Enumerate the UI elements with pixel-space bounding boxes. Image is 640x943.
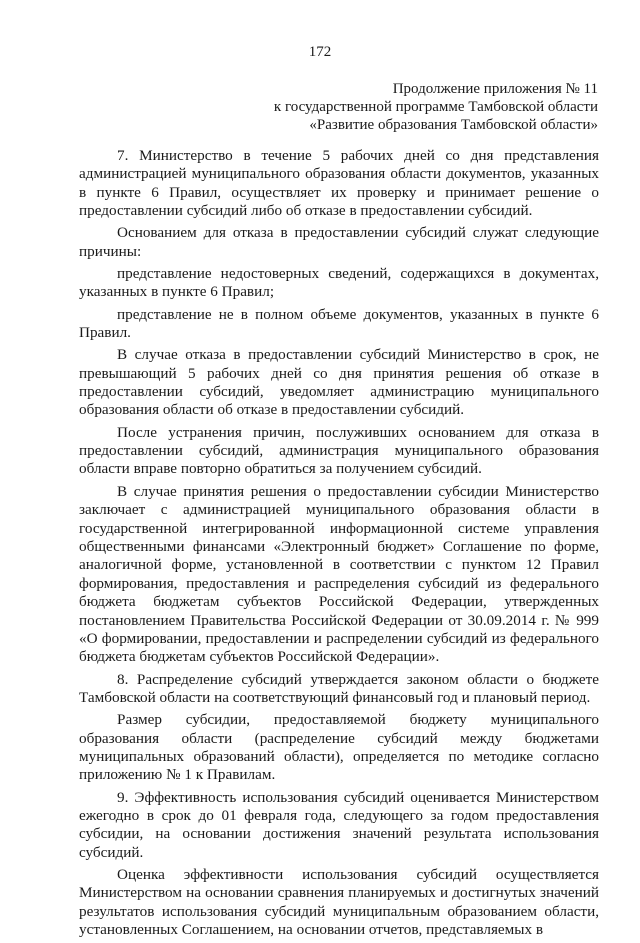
- paragraph-refusal-notice: В случае отказа в предоставлении субсидий Министерство в срок, не превышающий 5 рабочих дней со дня принятия решения об отказе в предоставлении субсидий, уведомляет администрацию муниципального образования области об отказе в предоставлении субсидий.: [79, 346, 599, 419]
- paragraph-refusal-grounds: Основанием для отказа в предоставлении субсидий служат следующие причины:: [79, 224, 599, 260]
- document-body: [79, 147, 599, 943]
- paragraph-7: 7. Министерство в течение 5 рабочих дней со дня представления администрацией муниципального образования области документов, указанных в пункте 6 Правил, осуществляет их проверку и принимает решение о предоставлении субсидий либо об отказе в предоставлении субсидий.: [79, 147, 599, 220]
- paragraph-reapply: После устранения причин, послуживших основанием для отказа в предоставлении субсидий, администрация муниципального образования области вправе повторно обратиться за получением субсидий.: [79, 423, 599, 478]
- paragraph-8: 8. Распределение субсидий утверждается законом области о бюджете Тамбовской области на соответствующий финансовый год и плановый период.: [79, 670, 599, 706]
- paragraph-reason-2: представление не в полном объеме документов, указанных в пункте 6 Правил.: [79, 305, 599, 342]
- paragraph-reason-1: представление недостоверных сведений, содержащихся в документах, указанных в пункте 6 Правил;: [79, 265, 599, 301]
- header-line-3: «Развитие образования Тамбовской области»: [309, 117, 598, 133]
- paragraph-agreement: В случае принятия решения о предоставлении субсидии Министерство заключает с администрацией муниципального образования области в государственной интегрированной информационной системе управления общественными финансами «Электронный бюджет» Соглашение по форме, аналогичной форме, установленной в соответствии с пунктом 12 Правил формирования, предоставления и распределения субсидий из федерального бюджета бюджетам субъектов Российской Федерации, утвержденных постановлением Правительства Российской Федерации от 30.09.2014 г. № 999 «О формировании, предоставлении и распределении субсидий из федерального бюджета бюджетам субъектов Российской Федерации».: [79, 482, 599, 666]
- appendix-header: [218, 80, 598, 134]
- header-line-2: к государственной программе Тамбовской области: [273, 99, 598, 115]
- paragraph-subsidy-size: Размер субсидии, предоставляемой бюджету муниципального образования области (распределение субсидий между бюджетами муниципальных образований области), определяется по методике согласно приложению № 1 к Правилам.: [79, 711, 599, 784]
- page-number: 172: [308, 44, 332, 60]
- paragraph-9: 9. Эффективность использования субсидий оценивается Министерством ежегодно в срок до 01 февраля года, следующего за годом предоставления субсидии, на основании достижения значений результата использования субсидий.: [79, 788, 599, 861]
- header-line-1: Продолжение приложения № 11: [392, 81, 598, 97]
- paragraph-efficiency-assessment: Оценка эффективности использования субсидий осуществляется Министерством на основании сравнения планируемых и достигнутых значений результатов использования субсидий муниципальным образованием области, установленных Соглашением, на основании отчетов, представляемых в: [79, 866, 599, 939]
